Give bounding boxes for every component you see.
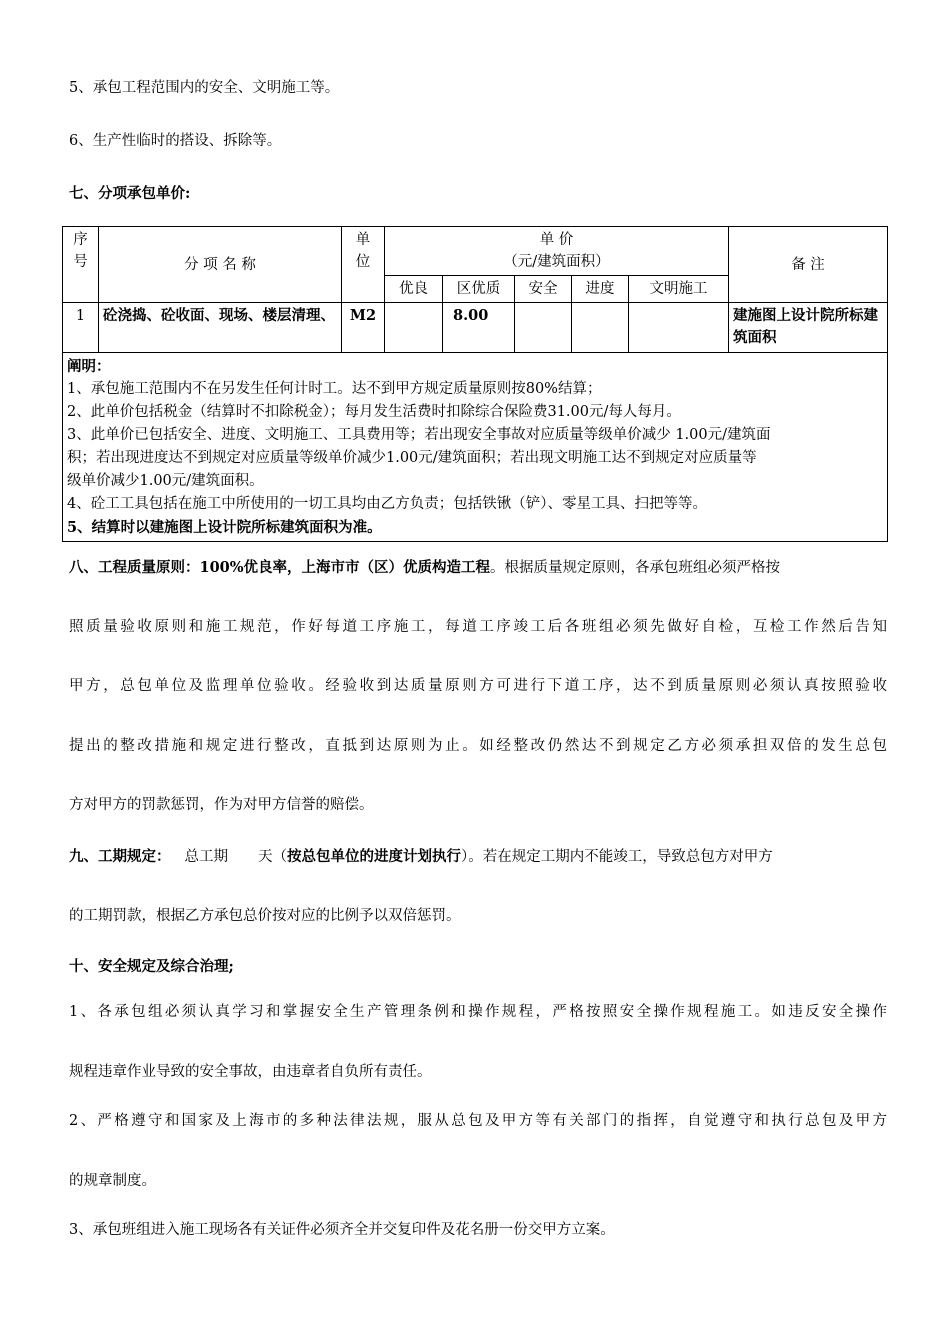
section-10-line: 2、严格遵守和国家及上海市的多种法律法规，服从总包及甲方等有关部门的指挥，自觉遵守和执行总包及甲方 <box>69 1113 887 1129</box>
item-6: 6、生产性临时的搭设、拆除等。 <box>69 133 282 149</box>
row-unit: M2 <box>342 303 385 353</box>
notes-cell <box>63 353 888 542</box>
row-anquan <box>515 303 572 353</box>
row-wenming <box>629 303 729 353</box>
subheader-jindu: 进度 <box>572 276 629 303</box>
note-line: 积；若出现进度达不到规定对应质量等级单价减少1.00元/建筑面积；若出现文明施工达不到规定对应质量等 <box>67 450 757 466</box>
price-table <box>62 226 888 542</box>
header-note: 备 注 <box>729 227 888 303</box>
notes-title: 阐明： <box>67 358 111 375</box>
section-9-days: 天（ <box>258 849 287 865</box>
section-7-title: 七、分项承包单价: <box>69 185 191 202</box>
section-9-text: ）。若在规定工期内不能竣工，导致总包方对甲方 <box>461 849 773 865</box>
section-8-line: 方对甲方的罚款惩罚，作为对甲方信誉的赔偿。 <box>69 797 374 813</box>
section-10-line: 规程违章作业导致的安全事故，由违章者自负所有责任。 <box>69 1064 432 1080</box>
row-name: 砼浇捣、砼收面、现场、楼层清理、 <box>99 303 342 353</box>
subheader-anquan: 安全 <box>515 276 572 303</box>
section-8-line: 照质量验收原则和施工规范，作好每道工序施工，每道工序竣工后各班组必须先做好自检，互检工作然后告知 <box>69 619 887 635</box>
section-10-line: 3、承包班组进入施工现场各有关证件必须齐全并交复印件及花名册一份交甲方立案。 <box>69 1222 615 1238</box>
section-9-first-line <box>69 845 773 866</box>
header-price <box>385 227 729 276</box>
header-seq: 序号 <box>63 227 99 303</box>
section-9-bold: 按总包单位的进度计划执行 <box>287 848 461 865</box>
note-line: 2、此单价包括税金（结算时不扣除税金）；每月发生活费时扣除综合保险费31.00元/每人每月。 <box>67 404 681 420</box>
subheader-quyouzhi: 区优质 <box>443 276 515 303</box>
section-8-title: 八、工程质量原则：100%优良率，上海市市（区）优质构造工程 <box>69 559 491 576</box>
header-price-sub: （元/建筑面积） <box>503 254 610 270</box>
note-line: 3、此单价已包括安全、进度、文明施工、工具费用等；若出现安全事故对应质量等级单价减少 1.00元/建筑面 <box>67 427 771 443</box>
subheader-youliang: 优良 <box>385 276 443 303</box>
table-row <box>63 303 888 353</box>
row-jindu <box>572 303 629 353</box>
section-9-duration-label: 总工期 <box>184 849 228 865</box>
note-line: 4、砼工工具包括在施工中所使用的一切工具均由乙方负责；包括铁锹（铲）、零星工具、扫把等等。 <box>67 496 707 512</box>
row-quyouzhi: 8.00 <box>443 303 515 353</box>
section-8-text: 。根据质量规定原则，各承包班组必须严格按 <box>490 560 781 576</box>
header-price-main: 单 价 <box>539 232 574 248</box>
row-youliang <box>385 303 443 353</box>
note-line: 级单价减少1.00元/建筑面积。 <box>67 473 264 489</box>
item-5: 5、承包工程范围内的安全、文明施工等。 <box>69 80 340 96</box>
subheader-wenming: 文明施工 <box>629 276 729 303</box>
header-unit: 单位 <box>342 227 385 303</box>
note-line: 1、承包施工范围内不在另发生任何计时工。达不到甲方规定质量原则按80%结算； <box>67 381 602 397</box>
row-note: 建施图上设计院所标建筑面积 <box>729 303 888 353</box>
section-10-title: 十、安全规定及综合治理; <box>69 958 234 975</box>
note-line-5: 5、结算时以建施图上设计院所标建筑面积为准。 <box>67 519 382 536</box>
header-name: 分 项 名 称 <box>99 227 342 303</box>
row-seq: 1 <box>63 303 99 353</box>
section-10-line: 的规章制度。 <box>69 1173 156 1189</box>
section-8-first-line <box>69 556 780 577</box>
section-8-line: 提出的整改措施和规定进行整改，直抵到达原则为止。如经整改仍然达不到规定乙方必须承担双倍的发生总包 <box>69 738 887 754</box>
section-9-title: 九、工期规定： <box>69 848 171 865</box>
section-9-line: 的工期罚款，根据乙方承包总价按对应的比例予以双倍惩罚。 <box>69 908 461 924</box>
notes-row <box>63 353 888 542</box>
section-8-line: 甲方，总包单位及监理单位验收。经验收到达质量原则方可进行下道工序，达不到质量原则必须认真按照验收 <box>69 678 887 694</box>
section-10-line: 1、各承包组必须认真学习和掌握安全生产管理条例和操作规程，严格按照安全操作规程施工。如违反安全操作 <box>69 1004 887 1020</box>
